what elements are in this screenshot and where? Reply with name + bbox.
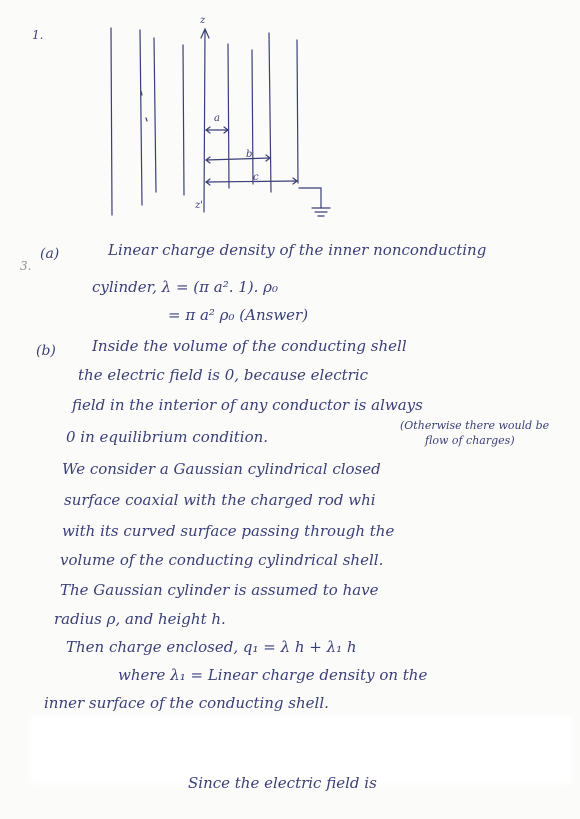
part-b-line: We consider a Gaussian cylindrical closed xyxy=(62,460,381,478)
z-top-label: z xyxy=(200,15,206,26)
dim-b-label: b xyxy=(246,149,253,160)
part-b-label: (b) xyxy=(36,343,56,359)
problem-number: 1. xyxy=(32,28,44,42)
outer-shell-line xyxy=(154,38,156,192)
margin-pencil-mark: 3. xyxy=(20,259,32,273)
inner-shell-line xyxy=(183,45,184,195)
outer-shell-line xyxy=(269,33,271,192)
ground-wire xyxy=(299,188,321,208)
part-a-line: Linear charge density of the inner nonconducting xyxy=(108,241,487,259)
part-b-continuation: Since the electric field is xyxy=(188,774,377,792)
inner-rod-line xyxy=(228,44,229,188)
part-b-line: surface coaxial with the charged rod whi xyxy=(64,491,376,509)
dim-c-arrow xyxy=(206,181,297,182)
part-a-answer: = π a² ρ₀ (Answer) xyxy=(168,306,309,324)
part-b-line: where λ₁ = Linear charge density on the xyxy=(118,666,428,684)
part-b-line: with its curved surface passing through the xyxy=(62,522,395,540)
part-b-line: volume of the conducting cylindrical shell. xyxy=(60,551,384,569)
dim-b-arrow xyxy=(206,158,270,160)
part-a-line: cylinder, λ = (π a². 1). ρ₀ xyxy=(92,278,279,296)
part-b-line: The Gaussian cylinder is assumed to have xyxy=(60,581,379,599)
outer-shell-line xyxy=(111,28,112,215)
part-b-line: Then charge enclosed, q₁ = λ h + λ₁ h xyxy=(66,638,357,656)
ground-symbol xyxy=(312,208,330,216)
z-bottom-label: z' xyxy=(195,200,204,211)
part-b-note: flow of charges) xyxy=(425,434,515,447)
part-b-line: field in the interior of any conductor is always xyxy=(72,396,423,414)
inner-shell-line xyxy=(252,50,253,184)
outer-shell-line xyxy=(140,30,142,205)
part-b-line: Inside the volume of the conducting shell xyxy=(92,337,407,355)
part-b-line: the electric field is 0, because electric xyxy=(78,366,369,384)
dim-a-label: a xyxy=(214,113,220,124)
part-b-note: (Otherwise there would be xyxy=(400,419,550,432)
part-b-line: 0 in equilibrium condition. xyxy=(66,428,269,446)
part-a-label: (a) xyxy=(40,246,60,262)
outer-shell-line xyxy=(297,40,298,183)
part-b-line: inner surface of the conducting shell. xyxy=(44,694,329,712)
dim-c-label: c xyxy=(253,172,259,183)
whiteout-region xyxy=(36,722,566,778)
part-b-line: radius ρ, and height h. xyxy=(54,610,226,628)
z-axis-line xyxy=(204,30,205,212)
